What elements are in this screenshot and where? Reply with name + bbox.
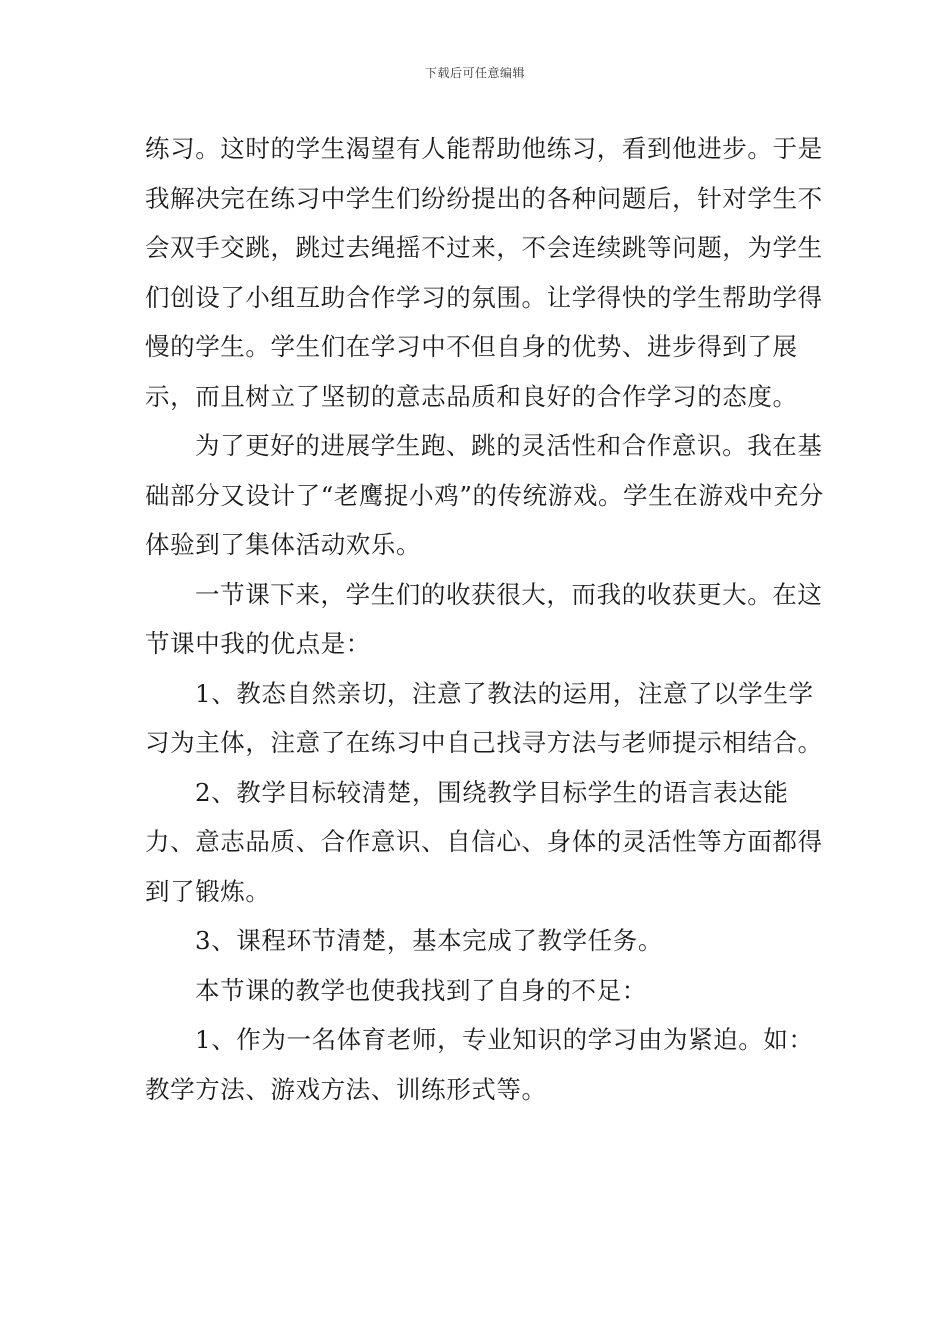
paragraph-5: 2、教学目标较清楚，围绕教学目标学生的语言表达能力、意志品质、合作意识、自信心、身体的灵活性等方面都得到了锻炼。 (145, 777, 823, 906)
paragraph-3: 一节课下来，学生们的收获很大，而我的收获更大。在这节课中我的优点是： (145, 579, 823, 658)
paragraph-2: 为了更好的进展学生跑、跳的灵活性和合作意识。我在基础部分又设计了“老鹰捉小鸡”的传统游戏。学生在游戏中充分体验到了集体活动欢乐。 (145, 431, 824, 559)
paragraph-4: 1、教态自然亲切，注意了教法的运用，注意了以学生学习为主体，注意了在练习中自己找寻方法与老师提示相结合。 (145, 678, 823, 757)
paragraph-7: 本节课的教学也使我找到了自身的不足： (195, 975, 647, 1005)
paragraph-1: 练习。这时的学生渴望有人能帮助他练习，看到他进步。于是我解决完在练习中学生们纷纷提出的各种问题后，针对学生不会双手交跳，跳过去绳摇不过来，不会连续跳等问题，为学生们创设了小组互助合作学习的氛围。让学得快的学生帮助学得慢的学生。学生们在学习中不但自身的优势、进步得到了展示，而且树立了坚韧的意志品质和良好的合作学习的态度。 (145, 134, 823, 411)
document-body (145, 124, 825, 1114)
paragraph-6: 3、课程环节清楚，基本完成了教学任务。 (195, 926, 663, 955)
paragraph-8: 1、作为一名体育老师，专业知识的学习由为紧迫。如：教学方法、游戏方法、训练形式等。 (145, 1025, 814, 1104)
page-header-note: 下载后可任意编辑 (424, 66, 525, 80)
